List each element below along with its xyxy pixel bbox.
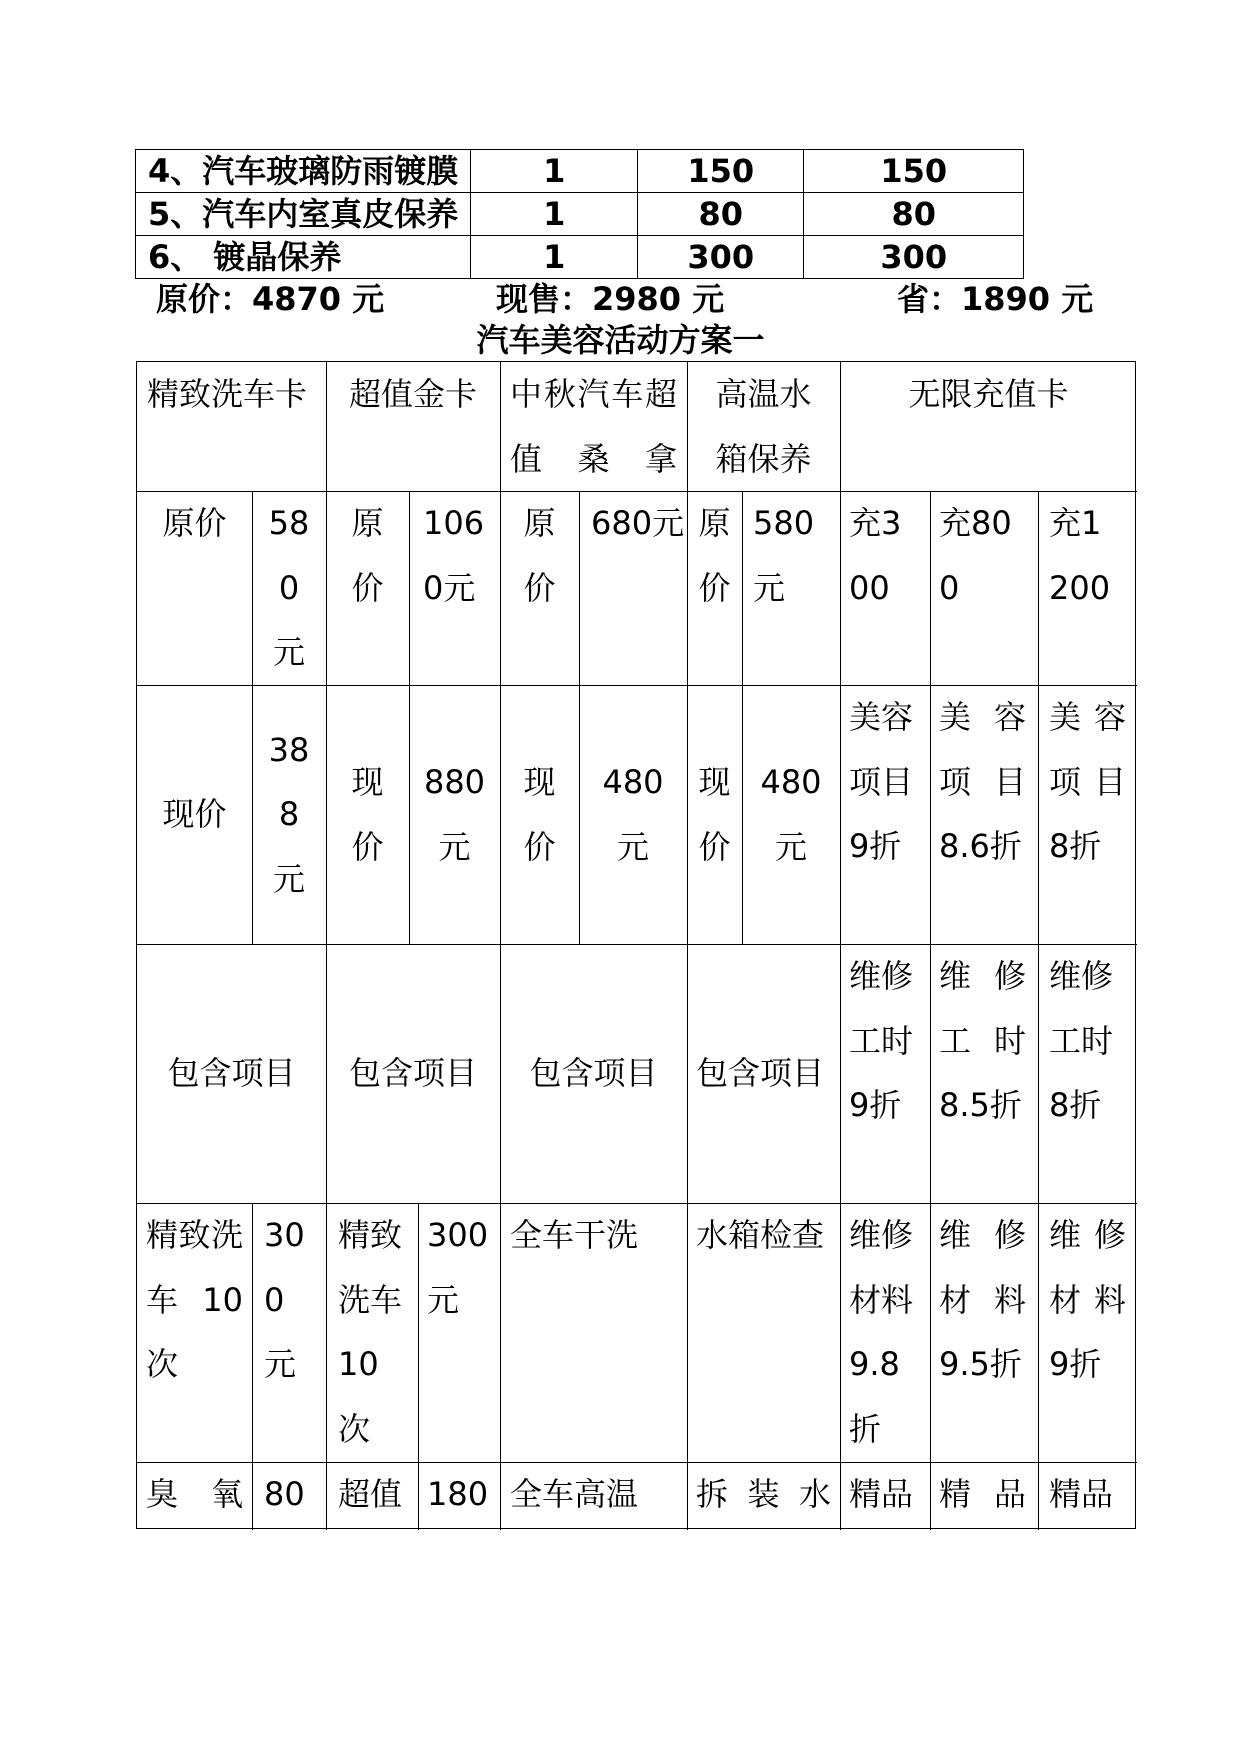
- labor-discount: 维修工时8.5折: [939, 957, 1026, 1124]
- current-price-amount: 388元: [268, 730, 310, 898]
- header-gold-card: 超值金卡: [348, 375, 477, 413]
- price-cell: 80: [638, 193, 804, 236]
- beauty-discount: 美容项目8.6折: [939, 698, 1026, 865]
- material-discount: 维修材料9.8折: [849, 1216, 914, 1448]
- recharge-amount: 充1200: [1049, 504, 1111, 607]
- ozone-item: 臭氧: [146, 1475, 243, 1513]
- high-temp-item: 全车高温: [510, 1475, 639, 1513]
- current-price-amount: 480元: [760, 763, 822, 866]
- recharge-amount: 充800: [939, 504, 1012, 607]
- includes-label: [500, 944, 687, 1203]
- original-price-label: 原价: [351, 504, 384, 607]
- price-cell: 300: [638, 236, 804, 279]
- current-price-text: 现价: [523, 763, 556, 866]
- total-cell: 150: [804, 150, 1024, 193]
- labor-discount: 维修工时9折: [849, 957, 914, 1124]
- original-price-value: 1060元: [423, 504, 485, 607]
- boutique-item: 精品: [849, 1475, 914, 1513]
- header-recharge-card: 无限充值卡: [908, 375, 1069, 413]
- header-sauna: 中秋汽车超值桑拿: [510, 375, 677, 478]
- table-row: [136, 236, 1024, 279]
- current-price-value: [252, 685, 326, 944]
- wash-count: 精致洗车10次: [146, 1216, 243, 1383]
- wash-count: 精致洗车10次: [338, 1216, 403, 1448]
- current-price-label: [137, 685, 252, 944]
- original-price-summary: 原价：4870 元: [156, 280, 385, 318]
- total-cell: 300: [804, 236, 1024, 279]
- current-price-text: 现价: [698, 763, 731, 866]
- wash-value: 300元: [427, 1216, 489, 1319]
- includes-text: 包含项目: [529, 1054, 658, 1093]
- current-price-amount: 880元: [423, 763, 486, 866]
- material-discount: 维修材料9.5折: [939, 1216, 1026, 1383]
- includes-label: [687, 944, 840, 1203]
- current-price-text: 现价: [162, 795, 227, 834]
- item-cell: 4、汽车玻璃防雨镀膜: [136, 150, 471, 193]
- original-price-label: 原价: [523, 504, 556, 607]
- original-price-label: 原价: [162, 504, 227, 542]
- table-row: [136, 193, 1024, 236]
- qty-cell: 1: [471, 236, 638, 279]
- dry-clean-item: 全车干洗: [510, 1216, 639, 1254]
- savings-summary: 省：1890 元: [897, 280, 1094, 318]
- promotion-grid: [136, 361, 1136, 1529]
- current-price-label: [500, 685, 579, 944]
- radiator-check-item: 水箱检查: [696, 1216, 825, 1254]
- price-cell: 150: [638, 150, 804, 193]
- wash-value: 300元: [264, 1216, 305, 1383]
- includes-label: [137, 944, 326, 1203]
- labor-discount: 维修工时8折: [1049, 957, 1114, 1124]
- qty-cell: 1: [471, 150, 638, 193]
- radiator-removal-item: 拆装水: [696, 1475, 831, 1513]
- recharge-amount: 充300: [849, 504, 902, 607]
- boutique-item: 精品: [939, 1475, 1026, 1513]
- header-premium-wash-card: 精致洗车卡: [147, 375, 308, 413]
- current-price-label: [326, 685, 409, 944]
- original-price-value: 680元: [591, 504, 685, 542]
- value-amount: 180: [427, 1475, 489, 1513]
- includes-label: [326, 944, 500, 1203]
- includes-text: 包含项目: [696, 1054, 825, 1093]
- current-price-text: 现价: [351, 763, 384, 866]
- current-price-value: [409, 685, 500, 944]
- includes-text: 包含项目: [167, 1054, 296, 1093]
- current-price-amount: 480元: [602, 763, 664, 866]
- header-radiator-care: 高温水箱保养: [715, 375, 812, 478]
- value-item: 超值: [338, 1475, 403, 1513]
- current-price-value: [742, 685, 840, 944]
- table-row: [136, 150, 1024, 193]
- original-price-value: 580元: [753, 504, 815, 607]
- beauty-discount: 美容项目9折: [849, 698, 914, 865]
- current-price-label: [687, 685, 742, 944]
- current-price-value: [579, 685, 687, 944]
- material-discount: 维修材料9折: [1049, 1216, 1126, 1383]
- original-price-value: 580元: [268, 504, 310, 671]
- top-price-table: [135, 149, 1024, 279]
- item-cell: 6、 镀晶保养: [136, 236, 471, 279]
- current-price-summary: 现售：2980 元: [496, 280, 725, 318]
- includes-text: 包含项目: [348, 1054, 477, 1093]
- item-cell: 5、汽车内室真皮保养: [136, 193, 471, 236]
- total-cell: 80: [804, 193, 1024, 236]
- page-title: 汽车美容活动方案一: [476, 321, 765, 359]
- boutique-item: 精品: [1049, 1475, 1114, 1513]
- beauty-discount: 美容项目8折: [1049, 698, 1126, 865]
- ozone-value: 80: [264, 1475, 305, 1513]
- qty-cell: 1: [471, 193, 638, 236]
- original-price-label: 原价: [698, 504, 731, 607]
